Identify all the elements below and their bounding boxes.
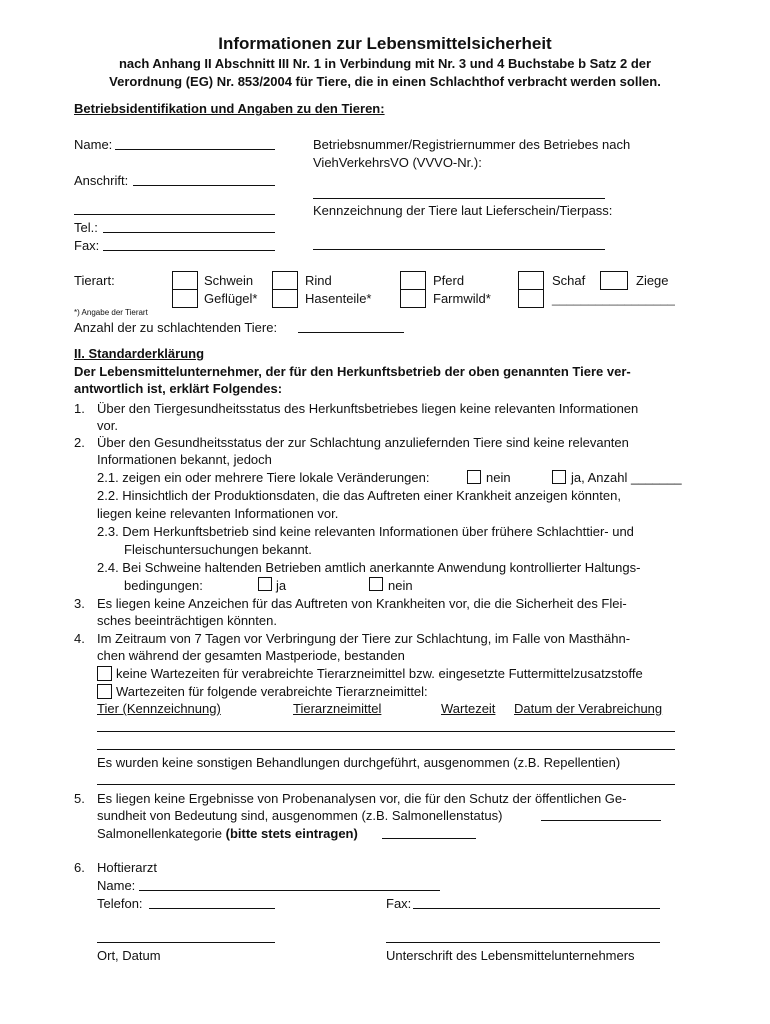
item-1-text-a: Über den Tiergesundheitsstatus des Herkunftsbetriebes liegen keine relevanten Informationen bbox=[97, 401, 639, 416]
checkbox-rind[interactable] bbox=[272, 271, 298, 290]
table-header-tierarzneimittel: Tierarzneimittel bbox=[293, 701, 382, 716]
item-2-text-a: Über den Gesundheitsstatus der zur Schlachtung anzuliefernden Tiere sind keine relevanten bbox=[97, 435, 629, 450]
checkbox-pferd[interactable] bbox=[400, 271, 426, 290]
item-2-4-ja-label: ja bbox=[276, 578, 287, 593]
anschrift-label: Anschrift: bbox=[74, 173, 129, 188]
checkbox-keine-wartezeiten[interactable] bbox=[97, 666, 112, 681]
label-farmwild: Farmwild* bbox=[433, 291, 491, 306]
label-ziege: Ziege bbox=[636, 273, 669, 288]
item-2-1-text: 2.1. zeigen ein oder mehrere Tiere lokale Veränderungen: bbox=[97, 470, 430, 485]
item-2-2-text-a: 2.2. Hinsichtlich der Produktionsdaten, die das Auftreten einer Krankheit anzeigen könnten, bbox=[97, 488, 621, 503]
option-keine-wartezeiten: keine Wartezeiten für verabreichte Tierarzneimittel bzw. eingesetzte Futtermittelzusatzstoffe bbox=[116, 666, 643, 681]
checkbox-2-4-ja[interactable] bbox=[258, 577, 272, 591]
ort-datum-field[interactable] bbox=[97, 942, 275, 943]
table-header-tier: Tier (Kennzeichnung) bbox=[97, 701, 221, 716]
checkbox-ziege[interactable] bbox=[600, 271, 628, 290]
tel-label: Tel.: bbox=[74, 220, 98, 235]
label-schaf: Schaf bbox=[552, 273, 586, 288]
anschrift-field[interactable] bbox=[133, 185, 275, 186]
name-field[interactable] bbox=[115, 149, 275, 150]
label-gefluegel: Geflügel* bbox=[204, 291, 258, 306]
item-2-3-text-b: Fleischuntersuchungen bekannt. bbox=[124, 542, 312, 557]
item-2-4-nein-label: nein bbox=[388, 578, 413, 593]
item-2-1-nein-label: nein bbox=[486, 470, 511, 485]
subtitle-line-1: nach Anhang II Abschnitt III Nr. 1 in Verbindung mit Nr. 3 und 4 Buchstabe b Satz 2 der bbox=[118, 56, 652, 71]
item-6-number: 6. bbox=[74, 860, 85, 875]
table-row-line-1[interactable] bbox=[97, 731, 675, 732]
item-3-text-a: Es liegen keine Anzeichen für das Auftreten von Krankheiten vor, die die Sicherheit des Flei- bbox=[97, 596, 627, 611]
item-4-text-a: Im Zeitraum von 7 Tagen vor Verbringung der Tiere zur Schlachtung, im Falle von Masthähn- bbox=[97, 631, 631, 646]
salmonellenkategorie-field[interactable] bbox=[382, 838, 476, 839]
option-wartezeiten: Wartezeiten für folgende verabreichte Tierarzneimittel: bbox=[116, 684, 428, 699]
hoftierarzt-telefon-label: Telefon: bbox=[97, 896, 143, 911]
sonstige-field[interactable] bbox=[97, 784, 675, 785]
item-2-2-text-b: liegen keine relevanten Informationen vor. bbox=[97, 506, 339, 521]
hoftierarzt-fax-field[interactable] bbox=[413, 908, 660, 909]
salmonellenkategorie-hint: (bitte stets eintragen) bbox=[225, 826, 358, 841]
checkbox-schwein[interactable] bbox=[172, 271, 198, 290]
item-2-3-text-a: 2.3. Dem Herkunftsbetrieb sind keine relevanten Informationen über frühere Schlachttier- und bbox=[97, 524, 634, 539]
tel-field[interactable] bbox=[103, 232, 275, 233]
section-heading-identification: Betriebsidentifikation und Angaben zu den Tieren: bbox=[74, 101, 385, 116]
checkbox-2-4-nein[interactable] bbox=[369, 577, 383, 591]
tierart-label: Tierart: bbox=[74, 273, 115, 288]
anzahl-label: Anzahl der zu schlachtenden Tiere: bbox=[74, 320, 278, 335]
item-5-text-a: Es liegen keine Ergebnisse von Probenanalysen vor, die für den Schutz der öffentlichen Ge- bbox=[97, 791, 627, 806]
hoftierarzt-telefon-field[interactable] bbox=[149, 908, 275, 909]
hoftierarzt-title: Hoftierarzt bbox=[97, 860, 157, 875]
checkbox-gefluegel[interactable] bbox=[172, 289, 198, 308]
section-heading-standard: II. Standarderklärung bbox=[74, 346, 205, 361]
checkbox-other[interactable] bbox=[518, 289, 544, 308]
fax-label: Fax: bbox=[74, 238, 100, 253]
salmonellenkategorie-label: Salmonellenkategorie bbox=[97, 826, 226, 841]
item-1-number: 1. bbox=[74, 401, 85, 416]
label-pferd: Pferd bbox=[433, 273, 465, 288]
item-5-text-b: sundheit von Bedeutung sind, ausgenommen (z.B. Salmonellenstatus) bbox=[97, 808, 503, 823]
sonstige-behandlungen: Es wurden keine sonstigen Behandlungen durchgeführt, ausgenommen (z.B. Repellentien) bbox=[97, 755, 621, 770]
table-row-line-2[interactable] bbox=[97, 749, 675, 750]
item-5-number: 5. bbox=[74, 791, 85, 806]
label-hasenteile: Hasenteile* bbox=[305, 291, 372, 306]
item-2-text-b: Informationen bekannt, jedoch bbox=[97, 452, 272, 467]
ort-datum-label: Ort, Datum bbox=[97, 948, 161, 963]
item-3-text-b: sches beeinträchtigen könnten. bbox=[97, 613, 277, 628]
betriebsnummer-field[interactable] bbox=[313, 198, 605, 199]
item-3-number: 3. bbox=[74, 596, 85, 611]
unterschrift-label: Unterschrift des Lebensmittelunternehmers bbox=[386, 948, 635, 963]
hoftierarzt-fax-label: Fax: bbox=[386, 896, 412, 911]
checkbox-schaf[interactable] bbox=[518, 271, 544, 290]
salmonellenstatus-field[interactable] bbox=[541, 820, 661, 821]
item-2-4-text-b: bedingungen: bbox=[124, 578, 203, 593]
item-2-4-text-a: 2.4. Bei Schweine haltenden Betrieben amtlich anerkannte Anwendung kontrollierter Haltungs- bbox=[97, 560, 641, 575]
checkbox-2-1-ja[interactable] bbox=[552, 470, 566, 484]
item-1-text-b: vor. bbox=[97, 418, 118, 433]
table-header-datum: Datum der Verabreichung bbox=[514, 701, 663, 716]
checkbox-wartezeiten[interactable] bbox=[97, 684, 112, 699]
hoftierarzt-name-label: Name: bbox=[97, 878, 136, 893]
checkbox-hasenteile[interactable] bbox=[272, 289, 298, 308]
fax-field[interactable] bbox=[103, 250, 275, 251]
label-schwein: Schwein bbox=[204, 273, 254, 288]
intro-line-2: antwortlich ist, erklärt Folgendes: bbox=[74, 381, 283, 396]
subtitle-line-2: Verordnung (EG) Nr. 853/2004 für Tiere, die in einen Schlachthof verbracht werden sollen. bbox=[109, 74, 661, 89]
betriebsnummer-label-1: Betriebsnummer/Registriernummer des Betriebes nach bbox=[313, 137, 631, 152]
footnote: *) Angabe der Tierart bbox=[74, 308, 148, 317]
checkbox-2-1-nein[interactable] bbox=[467, 470, 481, 484]
name-label: Name: bbox=[74, 137, 113, 152]
other-animal-field[interactable]: _________________ bbox=[552, 291, 675, 306]
anschrift-field-2[interactable] bbox=[74, 214, 275, 215]
page-title: Informationen zur Lebensmittelsicherheit bbox=[218, 34, 552, 53]
table-header-wartezeit: Wartezeit bbox=[441, 701, 496, 716]
intro-line-1: Der Lebensmittelunternehmer, der für den Herkunftsbetrieb der oben genannten Tiere ver- bbox=[74, 364, 631, 379]
hoftierarzt-name-field[interactable] bbox=[139, 890, 440, 891]
item-4-text-b: chen während der gesamten Mastperiode, bestanden bbox=[97, 648, 405, 663]
betriebsnummer-label-2: ViehVerkehrsVO (VVVO-Nr.): bbox=[313, 155, 482, 170]
anzahl-field[interactable] bbox=[298, 332, 404, 333]
label-rind: Rind bbox=[305, 273, 332, 288]
item-4-number: 4. bbox=[74, 631, 85, 646]
item-2-number: 2. bbox=[74, 435, 85, 450]
unterschrift-field[interactable] bbox=[386, 942, 660, 943]
checkbox-farmwild[interactable] bbox=[400, 289, 426, 308]
kennzeichnung-field[interactable] bbox=[313, 249, 605, 250]
item-2-1-ja-label: ja, Anzahl _______ bbox=[571, 470, 682, 485]
item-5-text-c bbox=[97, 826, 358, 841]
kennzeichnung-label: Kennzeichnung der Tiere laut Lieferschein/Tierpass: bbox=[313, 203, 613, 218]
